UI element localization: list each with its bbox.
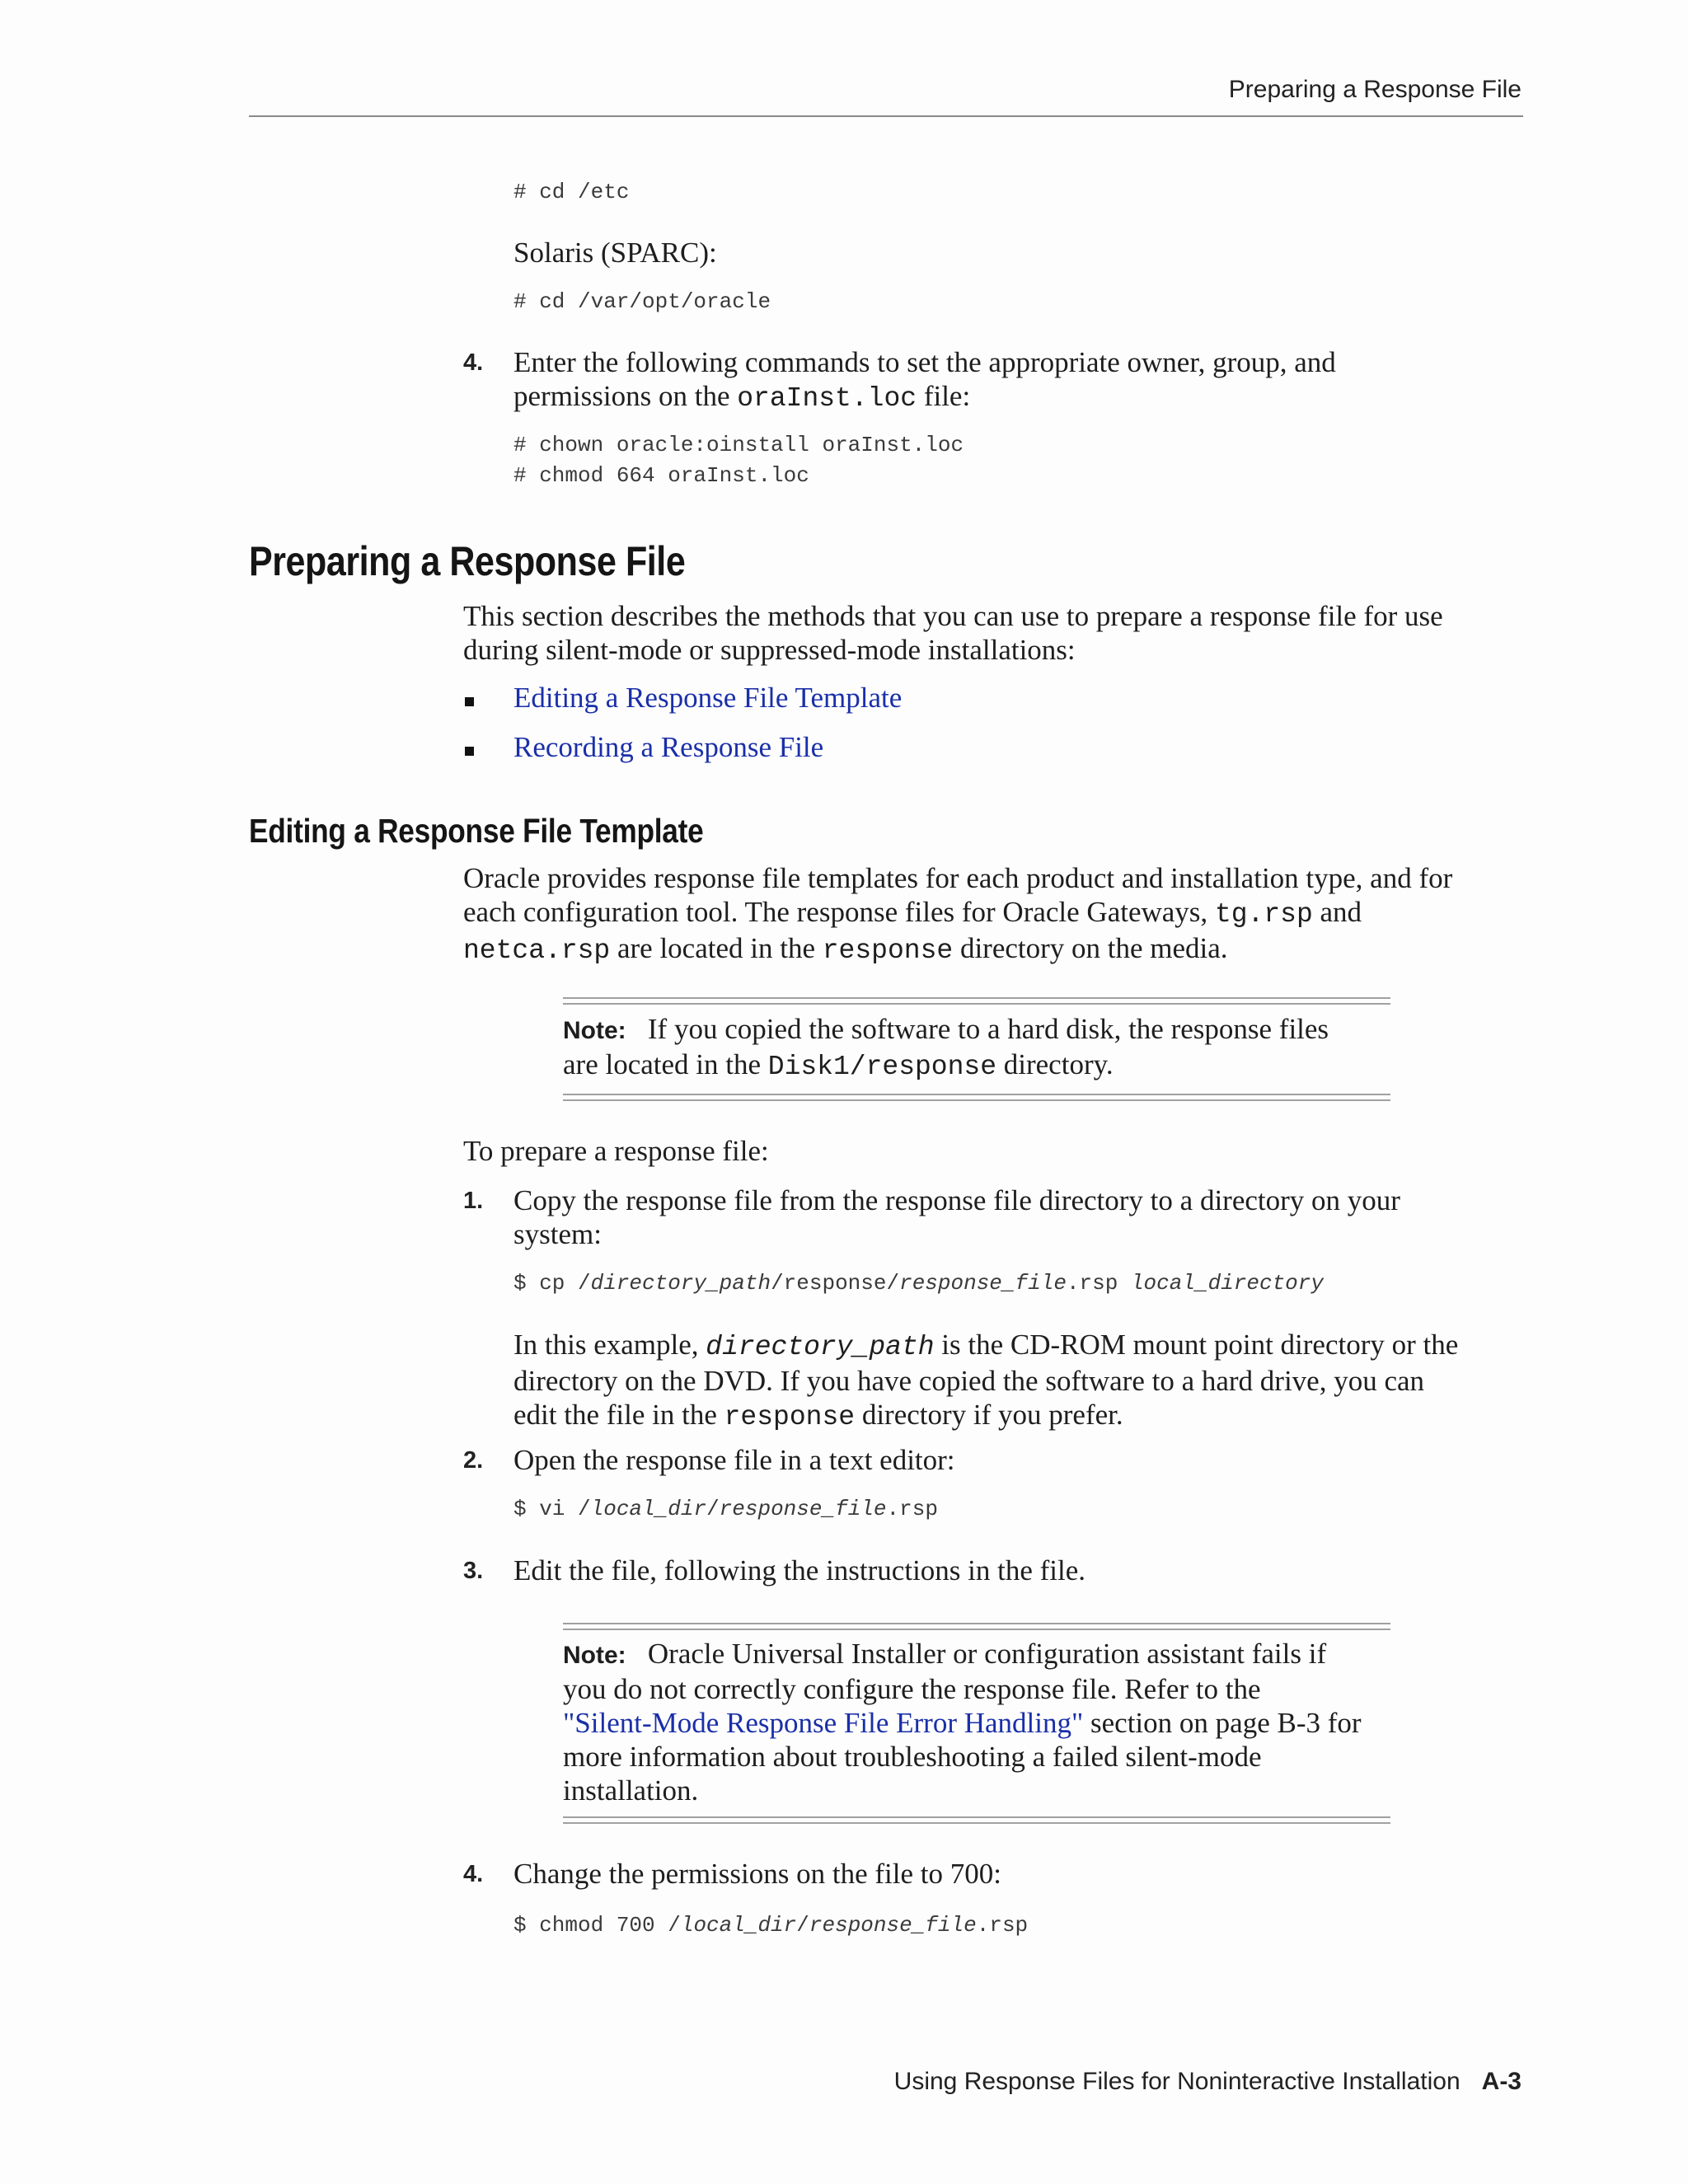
solaris-label: Solaris (SPARC): <box>513 237 717 269</box>
to-prepare-text: To prepare a response file: <box>463 1135 769 1167</box>
step-number: 4. <box>463 349 484 376</box>
step-text-line: Copy the response file from the response file directory to a directory on your <box>513 1184 1400 1216</box>
note-line: you do not correctly configure the response file. Refer to the <box>563 1673 1261 1705</box>
code-part: response_file <box>719 1497 887 1521</box>
note-top-rule <box>563 997 1390 1005</box>
step-number: 1. <box>463 1188 484 1214</box>
note-line: installation. <box>563 1774 699 1807</box>
inline-code: response <box>822 935 954 966</box>
code-cd-etc: # cd /etc <box>513 180 630 204</box>
intro-line: This section describes the methods that you can use to prepare a response file for use <box>463 600 1443 632</box>
note-line: are located in the <box>563 1048 768 1080</box>
note-line: more information about troubleshooting a failed silent-mode <box>563 1741 1262 1773</box>
inline-code: oraInst.loc <box>737 383 917 414</box>
explanation-line: In this example, <box>513 1329 706 1361</box>
paragraph-line: Oracle provides response file templates for each product and installation type, and for <box>463 862 1453 894</box>
code-chmod-700 <box>513 1910 1028 1941</box>
inline-code: directory_path <box>706 1332 935 1362</box>
note-bottom-rule <box>563 1816 1390 1824</box>
header-rule <box>249 115 1523 117</box>
bullet-icon <box>465 747 474 756</box>
step-number: 3. <box>463 1558 484 1584</box>
note-line: If you copied the software to a hard disk, the response files <box>647 1013 1329 1045</box>
note-line: directory. <box>996 1048 1114 1080</box>
step-text <box>513 1183 1400 1251</box>
step-text: Edit the file, following the instructions in the file. <box>513 1554 1086 1586</box>
page-number: A-3 <box>1481 2068 1522 2095</box>
code-part: $ cp / <box>513 1271 591 1296</box>
link-silent-mode-error-handling[interactable]: "Silent-Mode Response File Error Handling" <box>563 1707 1084 1739</box>
inline-code: Disk1/response <box>767 1052 997 1082</box>
code-vi <box>513 1493 938 1525</box>
step-text-line: system: <box>513 1218 602 1250</box>
section-title: Preparing a Response File <box>249 538 686 584</box>
note-bottom-rule <box>563 1094 1390 1101</box>
step-explanation <box>513 1328 1458 1434</box>
code-part: response_file <box>899 1271 1067 1296</box>
note-label: Note: <box>563 1642 626 1669</box>
note-box <box>563 1012 1329 1084</box>
explanation-line: directory if you prefer. <box>855 1399 1123 1431</box>
step-number: 2. <box>463 1447 484 1474</box>
code-part: .rsp <box>976 1913 1029 1938</box>
paragraph-line: directory on the media. <box>953 932 1228 964</box>
step-text <box>513 345 1336 415</box>
running-header: Preparing a Response File <box>1228 76 1522 103</box>
footer-title: Using Response Files for Noninteractive Installation <box>893 2068 1461 2095</box>
explanation-line: is the CD-ROM mount point directory or the <box>934 1329 1459 1361</box>
code-cd-var-opt: # cd /var/opt/oracle <box>513 289 771 314</box>
code-chown: # chown oracle:oinstall oraInst.loc <box>513 433 964 457</box>
inline-code: response <box>724 1402 856 1432</box>
code-part: .rsp <box>1066 1271 1131 1296</box>
note-label: Note: <box>563 1017 626 1044</box>
paragraph-line: and <box>1312 896 1362 928</box>
inline-code: tg.rsp <box>1214 899 1313 930</box>
explanation-line: directory on the DVD. If you have copied the software to a hard drive, you can <box>513 1365 1425 1397</box>
note-line: Oracle Universal Installer or configuration assistant fails if <box>647 1638 1327 1670</box>
intro-line: during silent-mode or suppressed-mode installations: <box>463 634 1076 666</box>
link-editing-template[interactable]: Editing a Response File Template <box>513 682 903 714</box>
code-part: .rsp <box>886 1497 938 1521</box>
step-text-line: permissions on the <box>513 380 738 412</box>
note-box <box>563 1637 1362 1807</box>
inline-code: netca.rsp <box>463 935 611 966</box>
code-part: $ chmod 700 / <box>513 1913 681 1938</box>
subsection-paragraph <box>463 861 1452 968</box>
page-footer <box>894 2068 1522 2096</box>
explanation-line: edit the file in the <box>513 1399 724 1431</box>
code-part: / <box>706 1497 720 1521</box>
step-text: Open the response file in a text editor: <box>513 1444 955 1476</box>
section-intro <box>463 599 1443 667</box>
link-recording-response[interactable]: Recording a Response File <box>513 731 824 763</box>
bullet-icon <box>465 697 474 706</box>
note-text <box>563 1012 1329 1084</box>
note-text <box>563 1637 1362 1807</box>
step-text-line: Enter the following commands to set the appropriate owner, group, and <box>513 346 1336 378</box>
code-chmod-664: # chmod 664 oraInst.loc <box>513 463 809 488</box>
step-text-line: file: <box>917 380 971 412</box>
code-part: $ vi / <box>513 1497 591 1521</box>
code-part: response_file <box>809 1913 977 1938</box>
code-part: /response/ <box>771 1271 900 1296</box>
code-part: local_dir <box>590 1497 707 1521</box>
code-part: local_directory <box>1130 1271 1324 1296</box>
code-part: local_dir <box>680 1913 797 1938</box>
paragraph-line: are located in the <box>610 932 823 964</box>
step-number: 4. <box>463 1861 484 1887</box>
code-part: / <box>796 1913 809 1938</box>
note-line: section on page B-3 for <box>1083 1707 1362 1739</box>
step-text: Change the permissions on the file to 700: <box>513 1858 1001 1890</box>
subsection-title: Editing a Response File Template <box>249 812 704 850</box>
note-top-rule <box>563 1623 1390 1630</box>
paragraph-line: each configuration tool. The response files for Oracle Gateways, <box>463 896 1215 928</box>
code-cp <box>513 1268 1324 1299</box>
code-part: directory_path <box>590 1271 771 1296</box>
